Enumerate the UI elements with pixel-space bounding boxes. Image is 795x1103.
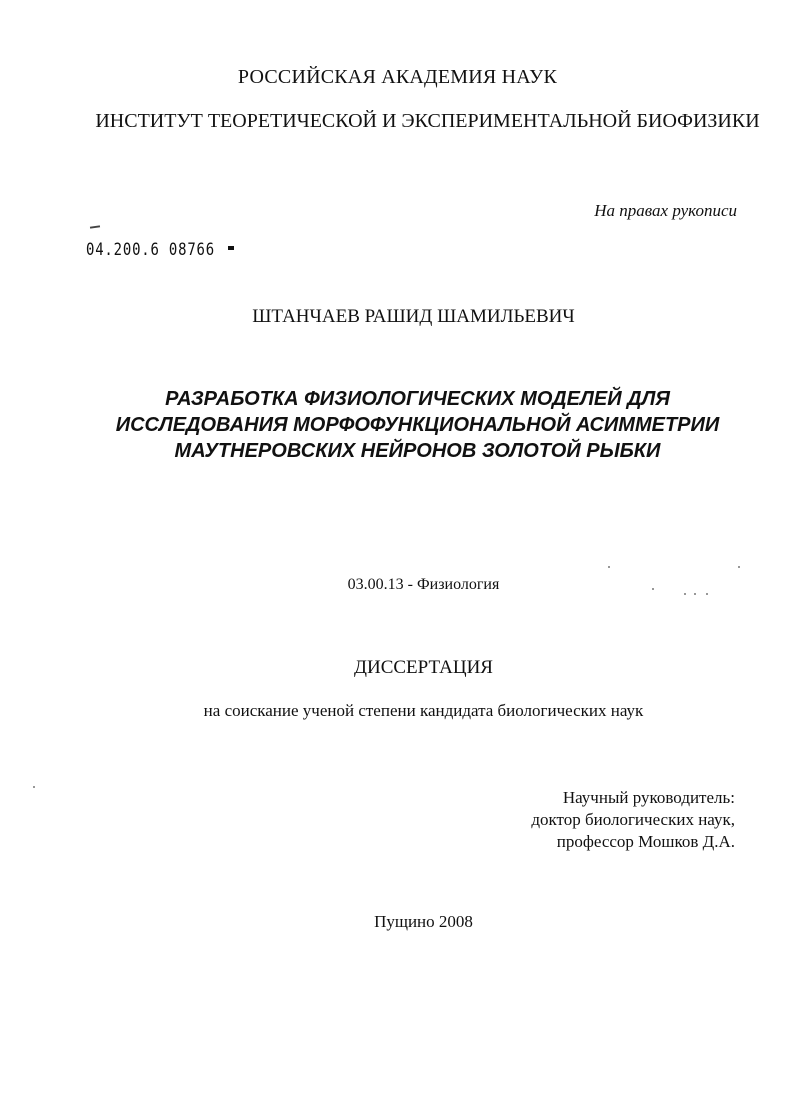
supervisor-line: профессор Мошков Д.А.	[556, 832, 735, 851]
city-year: Пущино 2008	[374, 912, 473, 931]
stamp-dot-mark	[228, 246, 234, 250]
academy-name: РОССИЙСКАЯ АКАДЕМИЯ НАУК	[237, 66, 558, 88]
stamp-tick-mark	[90, 225, 100, 228]
library-stamp-number: 04.200.6 08766	[86, 240, 215, 260]
degree-statement: на соискание ученой степени кандидата биологических наук	[203, 701, 644, 720]
scan-speck	[608, 566, 610, 568]
scan-speck	[738, 566, 740, 568]
supervisor-line: доктор биологических наук,	[531, 810, 735, 829]
author-name: ШТАНЧАЕВ РАШИД ШАМИЛЬЕВИЧ	[252, 306, 575, 327]
supervisor-block	[531, 787, 735, 853]
dissertation-title	[20, 386, 795, 464]
scan-speck	[33, 786, 35, 788]
institute-name: ИНСТИТУТ ТЕОРЕТИЧЕСКОЙ И ЭКСПЕРИМЕНТАЛЬНОЙ БИОФИЗИКИ	[95, 110, 760, 132]
title-line: РАЗРАБОТКА ФИЗИОЛОГИЧЕСКИХ МОДЕЛЕЙ ДЛЯ	[165, 388, 670, 410]
specialty-code: 03.00.13 - Физиология	[347, 576, 500, 593]
title-line: МАУТНЕРОВСКИХ НЕЙРОНОВ ЗОЛОТОЙ РЫБКИ	[174, 440, 661, 462]
title-line: ИССЛЕДОВАНИЯ МОРФОФУНКЦИОНАЛЬНОЙ АСИММЕТРИИ	[115, 414, 720, 436]
rights-note: На правах рукописи	[594, 201, 737, 220]
document-type: ДИССЕРТАЦИЯ	[354, 657, 493, 678]
supervisor-line: Научный руководитель:	[562, 788, 735, 807]
